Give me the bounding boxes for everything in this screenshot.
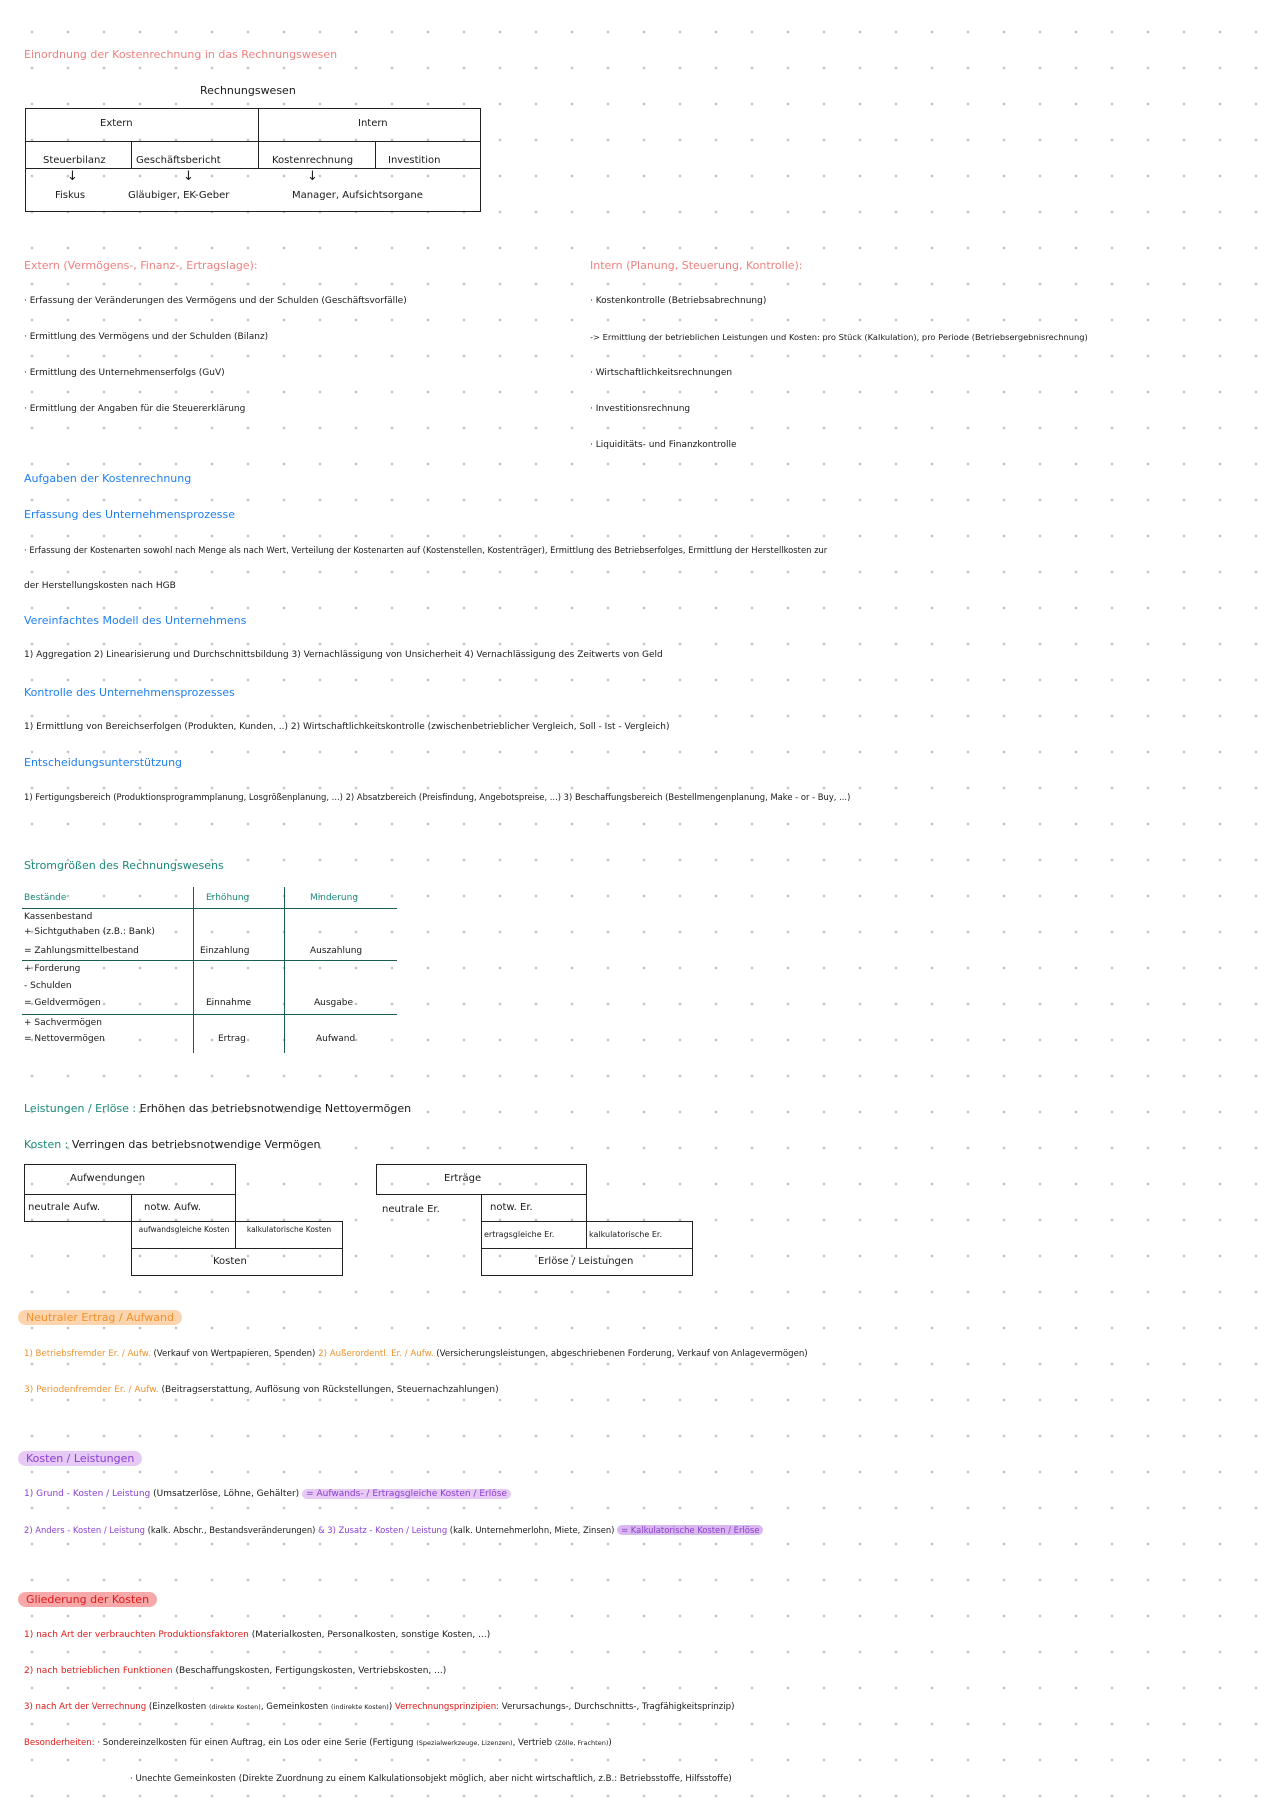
gliederung-note: (Spezialwerkzeuge, Lizenzen)	[416, 1739, 513, 1747]
betriebsfremd-text: (Verkauf von Wertpapieren, Spenden)	[150, 1349, 319, 1359]
aufgaben-heading: Erfassung des Unternehmensprozesse	[24, 508, 236, 521]
fiskus-cell: Fiskus	[55, 190, 86, 201]
zusatzkosten-label: & 3) Zusatz - Kosten / Leistung	[318, 1525, 448, 1535]
gliederung-note: (direkte Kosten)	[208, 1703, 261, 1711]
gliederung-line	[24, 1666, 446, 1677]
bestand-text: = Nettovermögen	[24, 1034, 105, 1044]
intern-heading: Intern (Planung, Steuerung, Kontrolle):	[590, 259, 803, 272]
periodenfremd-text: (Beitragserstattung, Auflösung von Rückstellungen, Steuernachzahlungen)	[158, 1385, 499, 1395]
aufwandsgleiche-kosten-cell: aufwandsgleiche Kosten	[138, 1225, 230, 1234]
extern-item: · Ermittlung der Angaben für die Steuererklärung	[24, 404, 246, 414]
gliederung-text: , Vertrieb	[512, 1738, 555, 1748]
extern-header: Extern	[100, 118, 133, 129]
einnahme-cell: Einnahme	[206, 998, 252, 1008]
gliederung-text: )	[608, 1738, 612, 1748]
neutraler-title-highlight: Neutraler Ertrag / Aufwand	[18, 1310, 182, 1325]
ertrag-cell: Ertrag	[218, 1034, 246, 1044]
extern-item: · Ermittlung des Vermögens und der Schulden (Bilanz)	[24, 332, 269, 342]
verrechnungsprinzipien-label: Verrechnungsprinzipien:	[394, 1702, 500, 1712]
neutraler-title	[18, 1311, 182, 1325]
kl-line	[24, 1489, 511, 1500]
divider	[22, 908, 397, 909]
divider	[22, 960, 397, 961]
gliederung-text: (Einzelkosten	[146, 1702, 209, 1712]
manager-cell: Manager, Aufsichtsorgane	[292, 190, 423, 201]
gliederung-text: )	[388, 1702, 395, 1712]
cell-frame	[376, 1164, 587, 1195]
gliederung-note: (Zölle, Frachten)	[554, 1739, 609, 1747]
kostenrechnung-cell: Kostenrechnung	[272, 155, 354, 166]
intern-item: · Wirtschaftlichkeitsrechnungen	[590, 368, 733, 378]
bestand-text: Kassenbestand	[24, 912, 93, 922]
ertraege-header: Erträge	[444, 1173, 482, 1184]
notw-aufw-cell: notw. Aufw.	[144, 1202, 201, 1213]
gliederung-label: 1) nach Art der verbrauchten Produktionsfaktoren	[24, 1630, 249, 1640]
leistungen-label: Leistungen / Erlöse :	[24, 1102, 137, 1115]
gliederung-line	[24, 1738, 612, 1749]
gliederung-highlight: Gliederung der Kosten	[18, 1592, 157, 1607]
gliederung-label: 2) nach betrieblichen Funktionen	[24, 1666, 173, 1676]
divider	[22, 1014, 397, 1015]
gliederung-text: , Gemeinkosten	[260, 1702, 331, 1712]
aufgaben-heading: Vereinfachtes Modell des Unternehmens	[24, 614, 247, 627]
divider	[375, 141, 376, 168]
aufwand-cell: Aufwand	[316, 1034, 356, 1044]
gliederung-line	[24, 1630, 490, 1641]
aufgaben-text: 1) Ermittlung von Bereichserfolgen (Produkten, Kunden, ..) 2) Wirtschaftlichkeitskontrolle (zwischenbetrieblicher Vergleich, Soll - Ist - Vergleich)	[24, 722, 670, 732]
erloese-cell: Erlöse / Leistungen	[538, 1256, 634, 1267]
kosten-label: Kosten :	[24, 1138, 69, 1151]
periodenfremd-label: 3) Periodenfremder Er. / Aufw.	[24, 1385, 159, 1395]
aufgaben-title: Aufgaben der Kostenrechnung	[24, 472, 192, 485]
kalkulatorische-result: = Kalkulatorische Kosten / Erlöse	[617, 1525, 763, 1535]
gliederung-text: Verursachungs-, Durchschnitts-, Tragfähigkeitsprinzip)	[499, 1702, 735, 1712]
divider	[25, 141, 481, 142]
kl-line	[24, 1525, 763, 1536]
erhoehung-header: Erhöhung	[206, 893, 250, 903]
glaeubiger-cell: Gläubiger, EK-Geber	[128, 190, 230, 201]
divider	[258, 141, 259, 168]
neutrale-aufw-cell: neutrale Aufw.	[28, 1202, 101, 1213]
kosten-leistungen-title	[18, 1452, 142, 1466]
gliederung-text: (Beschaffungskosten, Fertigungskosten, Vertriebskosten, ...)	[172, 1666, 447, 1676]
gliederung-line	[24, 1702, 735, 1713]
intern-item: -> Ermittlung der betrieblichen Leistungen und Kosten: pro Stück (Kalkulation), pro Periode (Betriebsergebnisrechnung)	[590, 332, 1088, 342]
gliederung-line: · Unechte Gemeinkosten (Direkte Zuordnung zu einem Kalkulationsobjekt möglich, aber nicht wirtschaftlich, z.B.: Betriebsstoffe, Hilfsstoffe)	[130, 1774, 732, 1784]
arrow-down-icon: ↓	[67, 169, 78, 184]
grundkosten-label: 1) Grund - Kosten / Leistung	[24, 1489, 151, 1499]
neutraler-line	[24, 1385, 499, 1396]
gliederung-text: (Materialkosten, Personalkosten, sonstige Kosten, ...)	[248, 1630, 491, 1640]
aufgaben-heading: Kontrolle des Unternehmensprozesses	[24, 686, 235, 699]
aufgaben-text: · Erfassung der Kostenarten sowohl nach Menge als nach Wert, Verteilung der Kostenarten auf (Kostenstellen, Kostenträger), Ermittlung des Betriebserfolges, Ermittlung der Herstellkosten zur	[24, 545, 828, 555]
arrow-down-icon: ↓	[307, 169, 318, 184]
aufgaben-text: 1) Fertigungsbereich (Produktionsprogrammplanung, Losgrößenplanung, ...) 2) Absatzbereich (Preisfindung, Angebotspreise, ...) 3) Beschaffungsbereich (Bestellmengenplanung, Make - or - Buy, ...)	[24, 792, 851, 802]
intern-item: · Liquiditäts- und Finanzkontrolle	[590, 440, 737, 450]
gliederung-note: (indirekte Kosten)	[331, 1703, 389, 1711]
extern-item: · Erfassung der Veränderungen des Vermögens und der Schulden (Geschäftsvorfälle)	[24, 296, 407, 306]
kosten-definition	[24, 1138, 320, 1152]
auszahlung-cell: Auszahlung	[310, 946, 363, 956]
gliederung-title	[18, 1593, 157, 1607]
gliederung-text: · Sondereinzelkosten für einen Auftrag, ein Los oder eine Serie (Fertigung	[94, 1738, 417, 1748]
minderung-header: Minderung	[310, 893, 359, 903]
einzahlung-cell: Einzahlung	[200, 946, 250, 956]
divider	[284, 887, 285, 1053]
ausserordentlich-text: (Versicherungsleistungen, abgeschriebenen Forderung, Verkauf von Anlagevermögen)	[433, 1349, 808, 1359]
bestand-text: + Sachvermögen	[24, 1018, 102, 1028]
bestand-text: + Sichtguthaben (z.B.: Bank)	[24, 927, 155, 937]
bestaende-header: Bestände	[24, 893, 67, 903]
ausserordentlich-label: 2) Außerordentl. Er. / Aufw.	[318, 1349, 434, 1359]
grundkosten-text: (Umsatzerlöse, Löhne, Gehälter)	[150, 1489, 303, 1499]
kalkulatorische-kosten-cell: kalkulatorische Kosten	[246, 1225, 332, 1234]
anderskosten-text: (kalk. Abschr., Bestandsveränderungen)	[144, 1525, 319, 1535]
besonderheiten-label: Besonderheiten:	[24, 1738, 95, 1748]
geschaeftsbericht-cell: Geschäftsbericht	[136, 155, 221, 166]
divider	[25, 168, 481, 169]
stromgroessen-title: Stromgrößen des Rechnungswesens	[24, 859, 224, 872]
divider	[131, 141, 132, 168]
aufgaben-text: der Herstellungskosten nach HGB	[24, 581, 176, 591]
bestand-text: = Geldvermögen	[24, 998, 101, 1008]
intern-item: · Investitionsrechnung	[590, 404, 691, 414]
divider	[193, 887, 194, 1053]
arrow-down-icon: ↓	[183, 169, 194, 184]
kosten-text: Verringen das betriebsnotwendige Vermögen	[68, 1138, 321, 1151]
investition-cell: Investition	[388, 155, 441, 166]
ausgabe-cell: Ausgabe	[314, 998, 354, 1008]
intern-item: · Kostenkontrolle (Betriebsabrechnung)	[590, 296, 767, 306]
bestand-text: = Zahlungsmittelbestand	[24, 946, 139, 956]
gliederung-label: 3) nach Art der Verrechnung	[24, 1702, 147, 1712]
betriebsfremd-label: 1) Betriebsfremder Er. / Aufw.	[24, 1349, 151, 1359]
steuerbilanz-cell: Steuerbilanz	[43, 155, 106, 166]
leistungen-definition	[24, 1102, 411, 1116]
bestand-text: + Forderung	[24, 964, 81, 974]
kosten-cell: Kosten	[213, 1256, 247, 1267]
leistungen-text: Erhöhen das betriebsnotwendige Nettovermögen	[136, 1102, 412, 1115]
bestand-text: - Schulden	[24, 981, 72, 991]
rechnungswesen-label: Rechnungswesen	[200, 84, 296, 97]
intern-header: Intern	[358, 118, 388, 129]
aufwendungen-header: Aufwendungen	[70, 1173, 146, 1184]
zusatzkosten-text: (kalk. Unternehmerlohn, Miete, Zinsen)	[447, 1525, 618, 1535]
section-title-einordnung: Einordnung der Kostenrechnung in das Rechnungswesen	[24, 48, 338, 61]
extern-heading: Extern (Vermögens-, Finanz-, Ertragslage):	[24, 259, 258, 272]
divider	[258, 108, 259, 142]
neutraler-line	[24, 1349, 808, 1360]
extern-item: · Ermittlung des Unternehmenserfolgs (GuV)	[24, 368, 225, 378]
grundkosten-result: = Aufwands- / Ertragsgleiche Kosten / Erlöse	[302, 1489, 511, 1499]
notw-er-cell: notw. Er.	[490, 1202, 533, 1213]
kosten-leistungen-highlight: Kosten / Leistungen	[18, 1451, 142, 1466]
aufgaben-heading: Entscheidungsunterstützung	[24, 756, 183, 769]
anderskosten-label: 2) Anders - Kosten / Leistung	[24, 1525, 145, 1535]
aufgaben-text: 1) Aggregation 2) Linearisierung und Durchschnittsbildung 3) Vernachlässigung von Unsicherheit 4) Vernachlässigung des Zeitwerts von Geld	[24, 650, 663, 660]
neutrale-er-cell: neutrale Er.	[382, 1204, 440, 1215]
kalkulatorische-er-cell: kalkulatorische Er.	[589, 1230, 662, 1239]
ertragsgleiche-er-cell: ertragsgleiche Er.	[484, 1230, 555, 1239]
